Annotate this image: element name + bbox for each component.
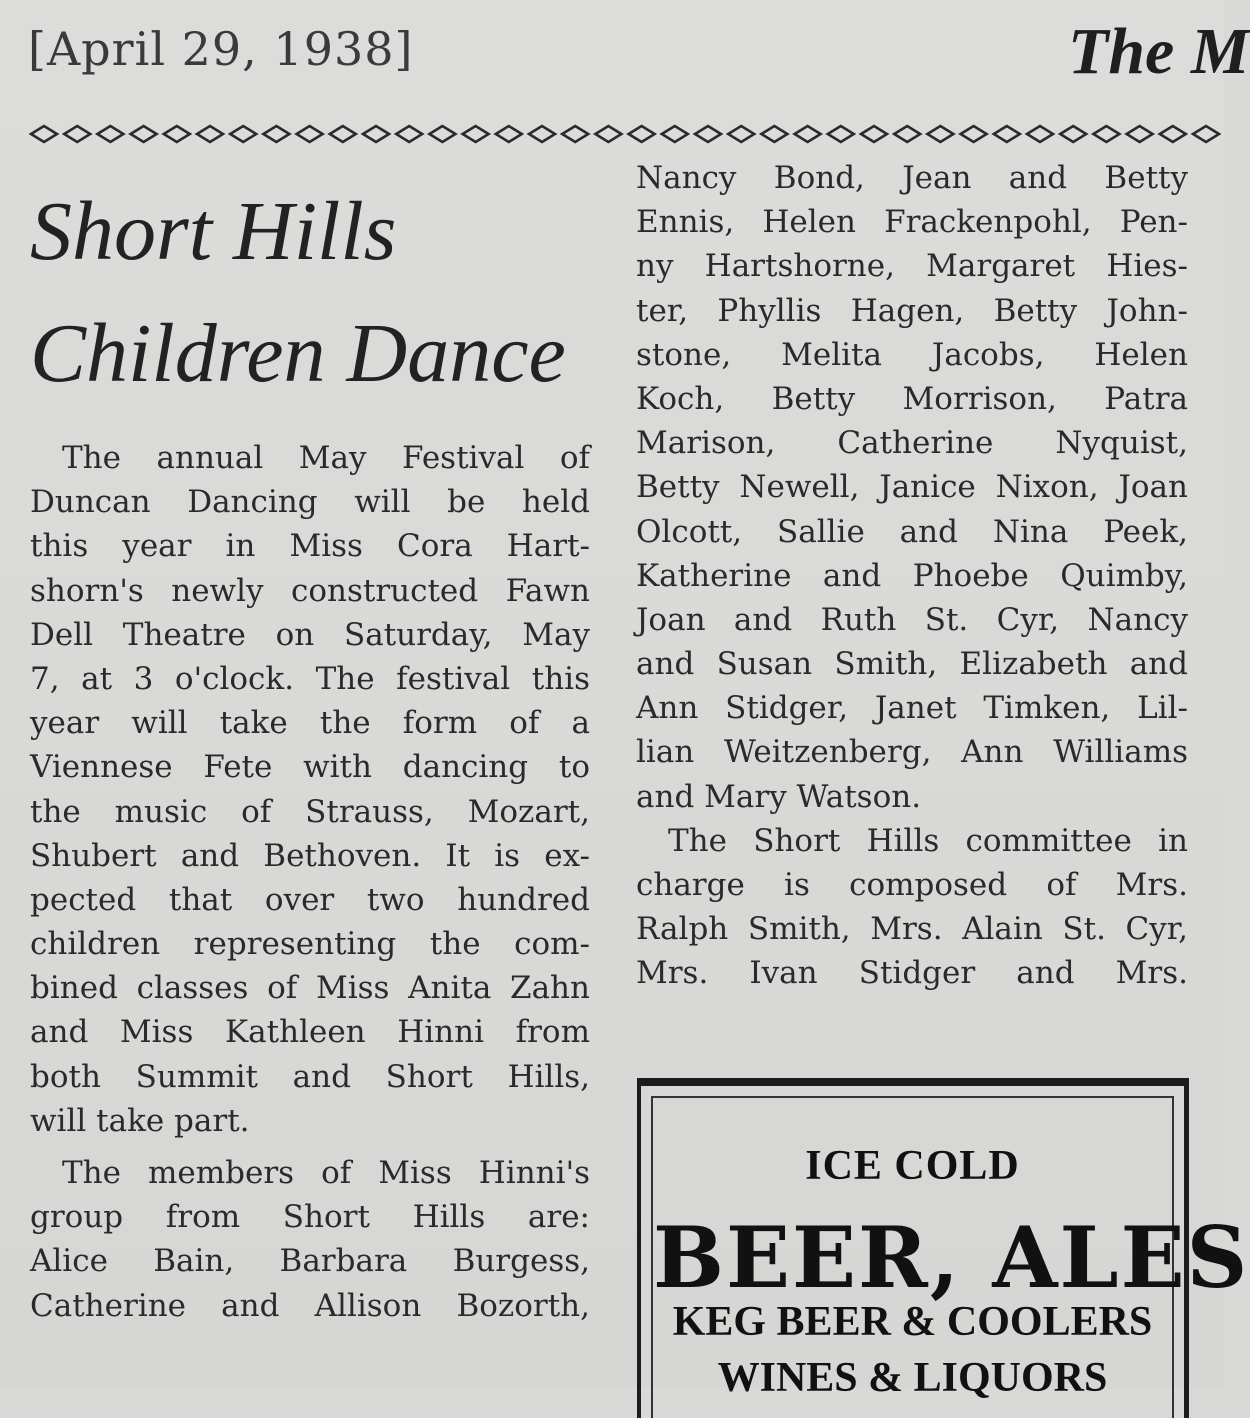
text-line: Katherine and Phoebe Quimby,	[636, 557, 1188, 594]
text-line: and Miss Kathleen Hinni from	[30, 1014, 590, 1051]
text-line: Ennis, Helen Frackenpohl, Pen-	[636, 204, 1188, 241]
text-line: The members of Miss Hinni's	[62, 1155, 590, 1191]
text-line: Ann Stidger, Janet Timken, Lil-	[636, 690, 1188, 727]
text-line: Koch, Betty Morrison, Patra	[636, 380, 1188, 417]
diamond-ornament	[728, 126, 754, 142]
diamond-ornament	[230, 126, 256, 142]
text-line: ny Hartshorne, Margaret Hies-	[636, 248, 1188, 285]
text-line: lian Weitzenberg, Ann Williams	[636, 734, 1188, 771]
diamond-ornament	[927, 126, 953, 142]
diamond-ornament	[263, 126, 289, 142]
diamond-ornament	[562, 126, 588, 142]
diamond-ornament	[164, 126, 190, 142]
text-line: charge is composed of Mrs.	[636, 867, 1188, 903]
text-line: Betty Newell, Janice Nixon, Joan	[636, 469, 1188, 506]
diamond-ornament	[828, 126, 854, 142]
diamond-ornament	[629, 126, 655, 142]
text-line: group from Short Hills are:	[30, 1199, 590, 1236]
headline-line-2: Children Dance	[30, 307, 566, 400]
text-line: Catherine and Allison Bozorth,	[30, 1287, 590, 1324]
text-line: Olcott, Sallie and Nina Peek,	[636, 513, 1188, 550]
diamond-ornament	[131, 126, 157, 142]
diamond-ornament	[1127, 126, 1153, 142]
text-line: and Susan Smith, Elizabeth and	[636, 646, 1188, 683]
text-line: ter, Phyllis Hagen, Betty John-	[636, 292, 1188, 329]
diamond-ornament	[31, 126, 57, 142]
text-line: Ralph Smith, Mrs. Alain St. Cyr,	[636, 911, 1188, 948]
text-line: The Short Hills committee in	[668, 822, 1188, 859]
text-line: pected that over two hundred	[30, 881, 590, 918]
diamond-ornament	[429, 126, 455, 142]
diamond-ornament	[330, 126, 356, 142]
text-line: Shubert and Bethoven. It is ex-	[30, 837, 590, 874]
diamond-ornament	[695, 126, 721, 142]
diamond-ornament	[1160, 126, 1186, 142]
text-line: Viennese Fete with dancing to	[30, 749, 590, 786]
text-line: shorn's newly constructed Fawn	[30, 572, 590, 609]
beer-advertisement	[637, 1078, 1250, 1418]
diamond-ornament	[662, 126, 688, 142]
text-line: Marison, Catherine Nyquist,	[636, 425, 1188, 462]
text-line: Alice Bain, Barbara Burgess,	[30, 1243, 590, 1280]
diamond-ornament	[595, 126, 621, 142]
diamond-ornament	[861, 126, 887, 142]
ad-inner-border	[651, 1096, 1250, 1418]
diamond-ornament	[529, 126, 555, 142]
diamond-ornament	[197, 126, 223, 142]
diamond-ornament	[463, 126, 489, 142]
ad-line-keg-beer: KEG BEER & COOLERS	[672, 1299, 1153, 1345]
text-line: the music of Strauss, Mozart,	[30, 793, 590, 830]
diamond-ornament	[961, 126, 987, 142]
issue-date: [April 29, 1938]	[28, 22, 414, 76]
ad-line-ice-cold: ICE COLD	[805, 1143, 1020, 1189]
text-line: Nancy Bond, Jean and Betty	[636, 160, 1188, 196]
diamond-ornament	[297, 126, 323, 142]
text-line: Duncan Dancing will be held	[30, 484, 590, 521]
diamond-ornament	[64, 126, 90, 142]
text-line: Dell Theatre on Saturday, May	[30, 616, 590, 653]
diamond-ornament	[1193, 126, 1219, 142]
diamond-ornament	[1027, 126, 1053, 142]
text-line: stone, Melita Jacobs, Helen	[636, 336, 1188, 373]
text-line: 7, at 3 o'clock. The festival this	[30, 660, 590, 697]
diamond-ornament	[1093, 126, 1119, 142]
diamond-rule	[30, 118, 1224, 150]
diamond-ornament	[363, 126, 389, 142]
text-line: The annual May Festival of	[62, 440, 590, 476]
diamond-ornament	[396, 126, 422, 142]
text-line: will take part.	[30, 1102, 250, 1139]
masthead-title: The M	[1068, 15, 1250, 88]
text-line: bined classes of Miss Anita Zahn	[30, 970, 590, 1007]
ad-line-beer-ales: BEER, ALES	[653, 1208, 1250, 1307]
diamond-ornament	[1060, 126, 1086, 142]
diamond-ornament	[761, 126, 787, 142]
ad-line-wines: WINES & LIQUORS	[717, 1355, 1108, 1401]
diamond-ornament	[795, 126, 821, 142]
text-line: both Summit and Short Hills,	[30, 1058, 590, 1095]
article-column-left	[30, 436, 590, 1328]
headline-line-1: Short Hills	[30, 185, 397, 278]
article-column-right	[636, 156, 1188, 996]
text-line: year will take the form of a	[30, 705, 590, 742]
diamond-ornament	[97, 126, 123, 142]
text-line: this year in Miss Cora Hart-	[30, 528, 590, 565]
text-line: and Mary Watson.	[636, 778, 922, 815]
diamond-ornament	[894, 126, 920, 142]
text-line: Mrs. Ivan Stidger and Mrs.	[636, 955, 1188, 992]
diamond-ornament	[496, 126, 522, 142]
text-line: Joan and Ruth St. Cyr, Nancy	[636, 601, 1188, 638]
diamond-ornament	[994, 126, 1020, 142]
text-line: children representing the com-	[30, 926, 590, 963]
